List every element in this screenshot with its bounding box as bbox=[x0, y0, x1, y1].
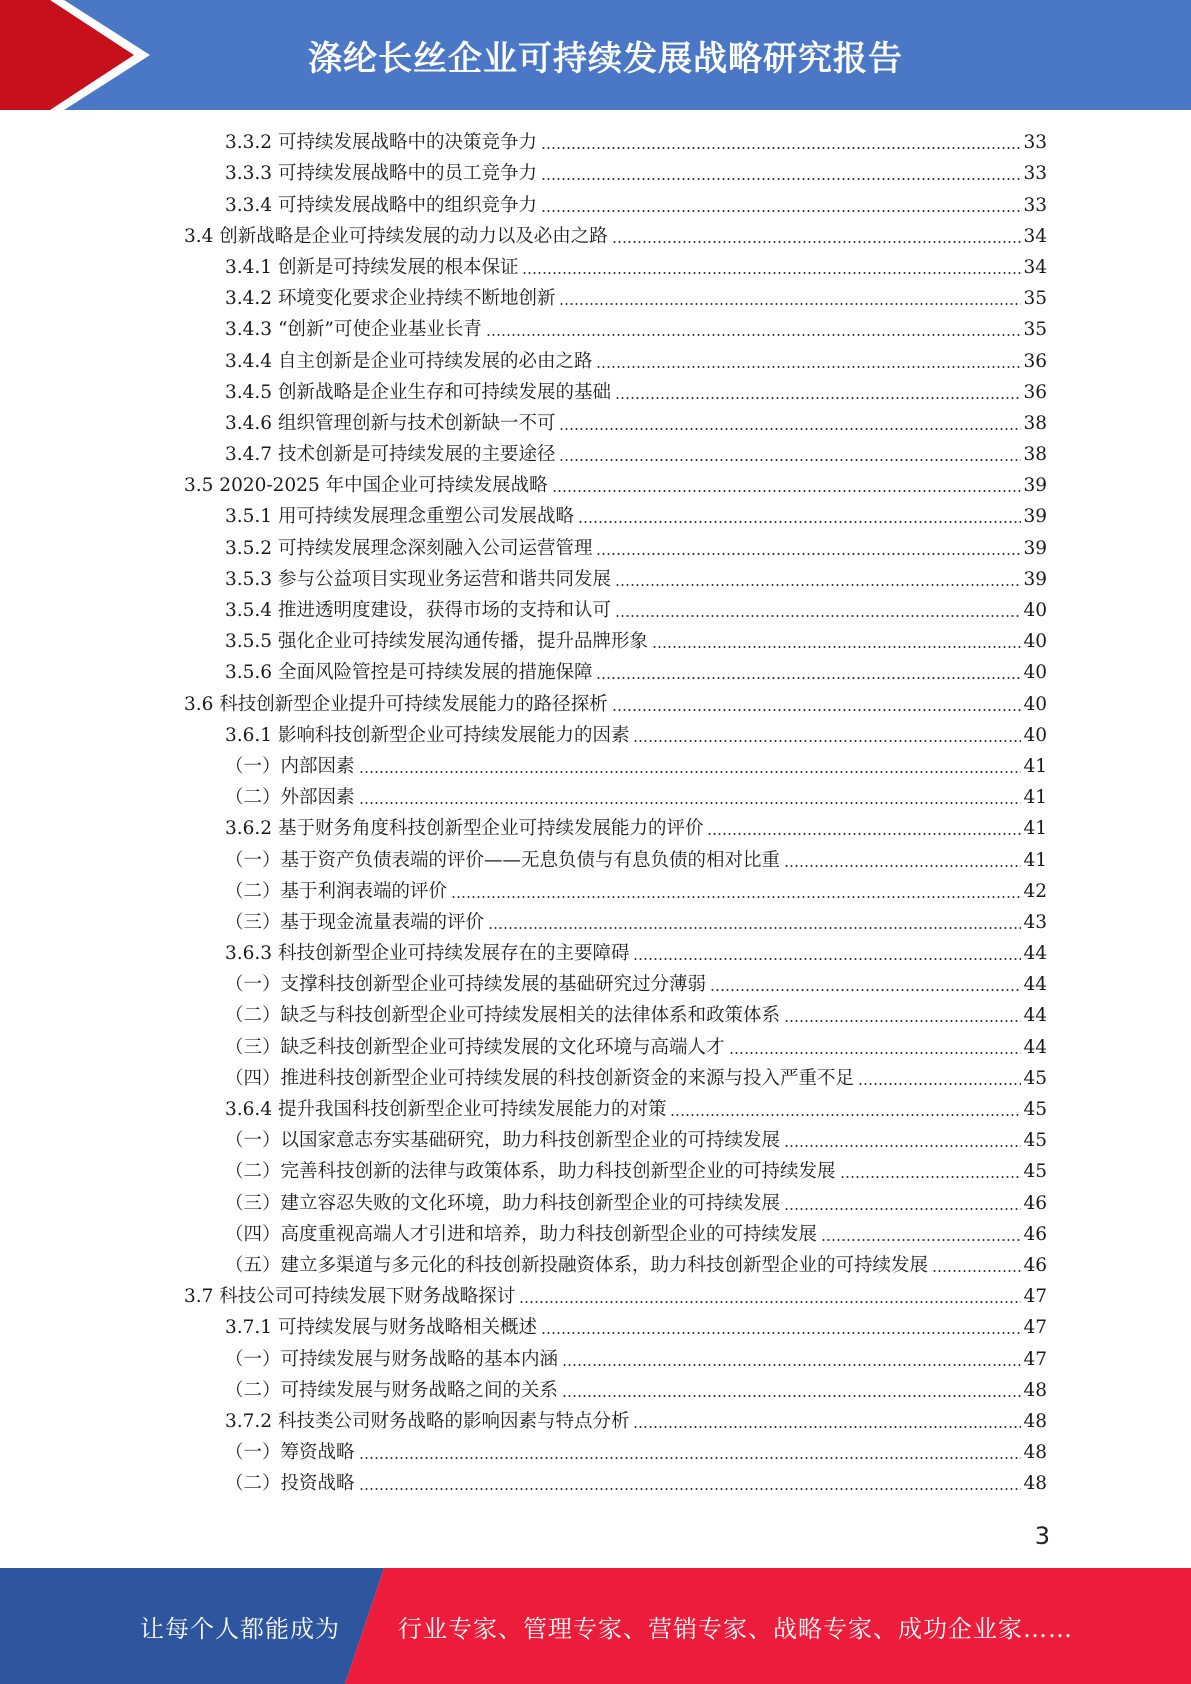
toc-entry-page: 40 bbox=[1023, 662, 1047, 684]
toc-dot-leader bbox=[359, 1488, 1021, 1490]
toc-entry-page: 34 bbox=[1023, 256, 1047, 278]
toc-entry-title: 3.6 科技创新型企业提升可持续发展能力的路径探析 bbox=[184, 693, 608, 715]
toc-entry-title: 3.6.1 影响科技创新型企业可持续发展能力的因素 bbox=[225, 724, 630, 746]
toc-dot-leader bbox=[559, 303, 1021, 305]
toc-entry[interactable] bbox=[0, 1219, 1191, 1250]
toc-dot-leader bbox=[486, 334, 1021, 336]
toc-entry-title: 3.4 创新战略是企业可持续发展的动力以及必由之路 bbox=[184, 225, 608, 247]
toc-entry-title: （一）基于资产负债表端的评价——无息负债与有息负债的相对比重 bbox=[225, 849, 781, 871]
toc-entry[interactable] bbox=[0, 813, 1191, 844]
toc-entry-title: （一）可持续发展与财务战略的基本内涵 bbox=[225, 1348, 559, 1370]
toc-dot-leader bbox=[615, 397, 1021, 399]
toc-entry[interactable] bbox=[0, 1063, 1191, 1094]
toc-entry[interactable] bbox=[0, 470, 1191, 501]
toc-dot-leader bbox=[578, 521, 1021, 523]
toc-entry-title: 3.5.1 用可持续发展理念重塑公司发展战略 bbox=[225, 506, 574, 528]
toc-dot-leader bbox=[359, 802, 1021, 804]
toc-entry[interactable] bbox=[0, 252, 1191, 283]
toc-dot-leader bbox=[858, 1083, 1021, 1085]
toc-entry-page: 40 bbox=[1023, 600, 1047, 621]
toc-entry-page: 44 bbox=[1023, 1036, 1047, 1058]
toc-dot-leader bbox=[596, 677, 1021, 679]
toc-entry-page: 33 bbox=[1023, 194, 1047, 216]
toc-entry-page: 38 bbox=[1023, 444, 1047, 466]
toc-entry-title: 3.6.2 基于财务角度科技创新型企业可持续发展能力的评价 bbox=[225, 818, 704, 840]
toc-entry-title: 3.4.6 组织管理创新与技术创新缺一不可 bbox=[225, 412, 556, 434]
toc-dot-leader bbox=[612, 241, 1021, 243]
toc-entry-title: （二）缺乏与科技创新型企业可持续发展相关的法律体系和政策体系 bbox=[225, 1005, 781, 1027]
toc-entry-page: 47 bbox=[1023, 1286, 1047, 1308]
toc-entry[interactable] bbox=[0, 1375, 1191, 1406]
toc-entry[interactable] bbox=[0, 532, 1191, 563]
toc-entry-title: 3.6.4 提升我国科技创新型企业可持续发展能力的对策 bbox=[225, 1099, 667, 1120]
toc-entry-page: 48 bbox=[1023, 1442, 1047, 1464]
toc-entry-title: （二）基于利润表端的评价 bbox=[225, 880, 448, 902]
toc-dot-leader bbox=[840, 1176, 1021, 1178]
toc-entry[interactable] bbox=[0, 564, 1191, 595]
toc-entry[interactable] bbox=[0, 501, 1191, 532]
toc-entry-title: 3.5.6 全面风险管控是可持续发展的措施保障 bbox=[225, 662, 593, 684]
toc-dot-leader bbox=[519, 1301, 1021, 1303]
toc-entry-page: 36 bbox=[1023, 381, 1047, 403]
toc-dot-leader bbox=[359, 771, 1021, 773]
toc-entry-title: （一）支撑科技创新型企业可持续发展的基础研究过分薄弱 bbox=[225, 974, 707, 996]
toc-entry[interactable] bbox=[0, 221, 1191, 252]
toc-entry-title: （三）建立容忍失败的文化环境，助力科技创新型企业的可持续发展 bbox=[225, 1192, 781, 1214]
toc-entry-title: 3.4.2 环境变化要求企业持续不断地创新 bbox=[225, 288, 556, 310]
toc-entry-page: 33 bbox=[1023, 163, 1047, 185]
toc-entry-title: 3.5.2 可持续发展理念深刻融入公司运营管理 bbox=[225, 537, 593, 559]
toc-entry[interactable] bbox=[0, 1343, 1191, 1374]
page-number: 3 bbox=[1034, 1522, 1050, 1550]
toc-dot-leader bbox=[559, 428, 1021, 430]
toc-entry-title: 3.3.3 可持续发展战略中的员工竞争力 bbox=[225, 163, 537, 185]
toc-dot-leader bbox=[541, 1332, 1021, 1334]
toc-entry-title: （二）完善科技创新的法律与政策体系，助力科技创新型企业的可持续发展 bbox=[225, 1161, 836, 1183]
toc-entry-title: （五）建立多渠道与多元化的科技创新投融资体系，助力科技创新型企业的可持续发展 bbox=[225, 1254, 929, 1276]
toc-entry-page: 41 bbox=[1023, 818, 1047, 840]
toc-entry[interactable] bbox=[0, 1156, 1191, 1187]
toc-entry[interactable] bbox=[0, 1094, 1191, 1125]
report-title: 涤纶长丝企业可持续发展战略研究报告 bbox=[308, 38, 903, 79]
toc-dot-leader bbox=[710, 989, 1021, 991]
toc-entry-title: 3.5.5 强化企业可持续发展沟通传播，提升品牌形象 bbox=[225, 631, 648, 653]
toc-entry-page: 46 bbox=[1023, 1192, 1047, 1214]
toc-entry[interactable] bbox=[0, 1406, 1191, 1437]
toc-entry-title: 3.4.7 技术创新是可持续发展的主要途径 bbox=[225, 444, 556, 466]
toc-entry-page: 41 bbox=[1023, 787, 1047, 809]
toc-entry-page: 42 bbox=[1023, 880, 1047, 902]
toc-entry[interactable] bbox=[0, 158, 1191, 189]
toc-entry-page: 48 bbox=[1023, 1473, 1047, 1495]
toc-dot-leader bbox=[784, 1145, 1021, 1147]
toc-entry-page: 40 bbox=[1023, 631, 1047, 653]
toc-entry-page: 44 bbox=[1023, 1005, 1047, 1027]
toc-entry[interactable] bbox=[0, 626, 1191, 657]
toc-entry-title: 3.5 2020-2025 年中国企业可持续发展战略 bbox=[184, 475, 548, 497]
toc-entry-page: 46 bbox=[1023, 1223, 1047, 1245]
toc-entry-page: 43 bbox=[1023, 911, 1047, 933]
toc-entry-page: 41 bbox=[1023, 755, 1047, 777]
toc-dot-leader bbox=[596, 553, 1021, 555]
toc-entry-title: 3.7.2 科技类公司财务战略的影响因素与特点分析 bbox=[225, 1410, 630, 1432]
toc-entry-page: 33 bbox=[1023, 132, 1047, 154]
toc-entry[interactable] bbox=[0, 1250, 1191, 1281]
toc-entry[interactable] bbox=[0, 189, 1191, 220]
toc-entry-title: （三）基于现金流量表端的评价 bbox=[225, 911, 485, 933]
toc-entry-title: （三）缺乏科技创新型企业可持续发展的文化环境与高端人才 bbox=[225, 1036, 725, 1058]
toc-dot-leader bbox=[784, 865, 1021, 867]
toc-entry[interactable] bbox=[0, 595, 1191, 626]
toc-entry[interactable] bbox=[0, 1000, 1191, 1031]
toc-entry-page: 40 bbox=[1023, 693, 1047, 715]
toc-dot-leader bbox=[541, 178, 1021, 180]
toc-entry-title: （四）推进科技创新型企业可持续发展的科技创新资金的来源与投入严重不足 bbox=[225, 1067, 855, 1089]
toc-entry-page: 35 bbox=[1023, 288, 1047, 310]
toc-entry[interactable] bbox=[0, 439, 1191, 470]
toc-entry-title: 3.3.4 可持续发展战略中的组织竞争力 bbox=[225, 194, 537, 216]
toc-entry[interactable] bbox=[0, 969, 1191, 1000]
toc-entry[interactable] bbox=[0, 1031, 1191, 1062]
toc-entry[interactable] bbox=[0, 283, 1191, 314]
toc-entry-page: 45 bbox=[1023, 1161, 1047, 1183]
toc-entry-title: 3.4.5 创新战略是企业生存和可持续发展的基础 bbox=[225, 381, 611, 403]
toc-entry-page: 40 bbox=[1023, 724, 1047, 746]
toc-entry-title: （二）投资战略 bbox=[225, 1473, 355, 1495]
toc-entry-page: 46 bbox=[1023, 1254, 1047, 1276]
toc-entry-title: 3.3.2 可持续发展战略中的决策竞争力 bbox=[225, 132, 537, 154]
toc-dot-leader bbox=[359, 1457, 1021, 1459]
toc-entry[interactable] bbox=[0, 657, 1191, 688]
toc-entry[interactable] bbox=[0, 1437, 1191, 1468]
toc-dot-leader bbox=[932, 1270, 1021, 1272]
toc-entry-title: 3.7.1 可持续发展与财务战略相关概述 bbox=[225, 1317, 537, 1339]
toc-dot-leader bbox=[562, 1364, 1021, 1366]
toc-entry-page: 39 bbox=[1023, 537, 1047, 559]
toc-entry-page: 45 bbox=[1023, 1067, 1047, 1089]
toc-entry[interactable] bbox=[0, 377, 1191, 408]
toc-entry-title: 3.4.3 “创新”可使企业基业长青 bbox=[225, 319, 482, 341]
toc-entry-title: 3.6.3 科技创新型企业可持续发展存在的主要障碍 bbox=[225, 943, 630, 965]
toc-dot-leader bbox=[633, 958, 1021, 960]
report-footer bbox=[0, 1568, 1191, 1684]
toc-entry-title: 3.7 科技公司可持续发展下财务战略探讨 bbox=[184, 1286, 516, 1308]
toc-entry[interactable] bbox=[0, 720, 1191, 751]
toc-entry-page: 45 bbox=[1023, 1099, 1047, 1120]
toc-entry[interactable] bbox=[0, 907, 1191, 938]
toc-dot-leader bbox=[451, 896, 1021, 898]
toc-entry[interactable] bbox=[0, 1468, 1191, 1499]
toc-entry[interactable] bbox=[0, 938, 1191, 969]
toc-entry[interactable] bbox=[0, 1125, 1191, 1156]
toc-entry[interactable] bbox=[0, 876, 1191, 907]
toc-dot-leader bbox=[541, 210, 1021, 212]
toc-entry-page: 47 bbox=[1023, 1317, 1047, 1339]
toc-entry-page: 39 bbox=[1023, 506, 1047, 528]
toc-dot-leader bbox=[596, 366, 1021, 368]
toc-dot-leader bbox=[612, 709, 1021, 711]
table-of-contents bbox=[0, 127, 1191, 1499]
toc-dot-leader bbox=[633, 740, 1021, 742]
toc-dot-leader bbox=[615, 615, 1021, 617]
toc-entry-title: （一）以国家意志夯实基础研究，助力科技创新型企业的可持续发展 bbox=[225, 1130, 781, 1152]
toc-entry[interactable] bbox=[0, 314, 1191, 345]
toc-entry-page: 36 bbox=[1023, 350, 1047, 372]
toc-entry-page: 41 bbox=[1023, 849, 1047, 871]
toc-dot-leader bbox=[784, 1208, 1021, 1210]
toc-dot-leader bbox=[670, 1114, 1021, 1116]
toc-dot-leader bbox=[729, 1052, 1021, 1054]
toc-entry-page: 34 bbox=[1023, 225, 1047, 247]
toc-entry-page: 39 bbox=[1023, 475, 1047, 497]
toc-entry-page: 45 bbox=[1023, 1130, 1047, 1152]
toc-entry[interactable] bbox=[0, 408, 1191, 439]
toc-entry-title: 3.4.1 创新是可持续发展的根本保证 bbox=[225, 256, 519, 278]
footer-slogan-left: 让每个人都能成为 bbox=[140, 1614, 340, 1643]
toc-entry[interactable] bbox=[0, 1281, 1191, 1312]
toc-entry-title: 3.5.3 参与公益项目实现业务运营和谐共同发展 bbox=[225, 568, 611, 590]
toc-dot-leader bbox=[652, 646, 1021, 648]
toc-entry-page: 47 bbox=[1023, 1348, 1047, 1370]
toc-entry[interactable] bbox=[0, 751, 1191, 782]
toc-dot-leader bbox=[633, 1426, 1021, 1428]
toc-dot-leader bbox=[707, 833, 1021, 835]
toc-entry-page: 48 bbox=[1023, 1379, 1047, 1401]
toc-dot-leader bbox=[562, 1395, 1021, 1397]
toc-entry-title: （一）筹资战略 bbox=[225, 1442, 355, 1464]
toc-dot-leader bbox=[541, 147, 1021, 149]
toc-entry[interactable] bbox=[0, 782, 1191, 813]
toc-entry[interactable] bbox=[0, 688, 1191, 719]
report-header bbox=[0, 0, 1191, 110]
toc-entry-title: 3.5.4 推进透明度建设，获得市场的支持和认可 bbox=[225, 600, 611, 621]
toc-entry-page: 44 bbox=[1023, 943, 1047, 965]
toc-entry-title: （四）高度重视高端人才引进和培养，助力科技创新型企业的可持续发展 bbox=[225, 1223, 818, 1245]
toc-dot-leader bbox=[488, 927, 1021, 929]
toc-entry-title: （二）可持续发展与财务战略之间的关系 bbox=[225, 1379, 559, 1401]
toc-entry[interactable] bbox=[0, 127, 1191, 158]
toc-entry-title: （二）外部因素 bbox=[225, 787, 355, 809]
toc-dot-leader bbox=[615, 584, 1021, 586]
toc-dot-leader bbox=[552, 490, 1021, 492]
toc-dot-leader bbox=[559, 459, 1021, 461]
footer-slogan-right: 行业专家、管理专家、营销专家、战略专家、成功企业家…… bbox=[398, 1614, 1073, 1643]
toc-dot-leader bbox=[522, 272, 1021, 274]
toc-entry[interactable] bbox=[0, 1187, 1191, 1218]
toc-dot-leader bbox=[821, 1239, 1021, 1241]
toc-entry-page: 35 bbox=[1023, 319, 1047, 341]
toc-entry-page: 38 bbox=[1023, 412, 1047, 434]
toc-entry-page: 39 bbox=[1023, 568, 1047, 590]
toc-entry-title: 3.4.4 自主创新是企业可持续发展的必由之路 bbox=[225, 350, 593, 372]
toc-entry-page: 48 bbox=[1023, 1410, 1047, 1432]
toc-entry[interactable] bbox=[0, 1312, 1191, 1343]
toc-dot-leader bbox=[784, 1020, 1021, 1022]
toc-entry-title: （一）内部因素 bbox=[225, 755, 355, 777]
toc-entry[interactable] bbox=[0, 844, 1191, 875]
toc-entry-page: 44 bbox=[1023, 974, 1047, 996]
toc-entry[interactable] bbox=[0, 345, 1191, 376]
